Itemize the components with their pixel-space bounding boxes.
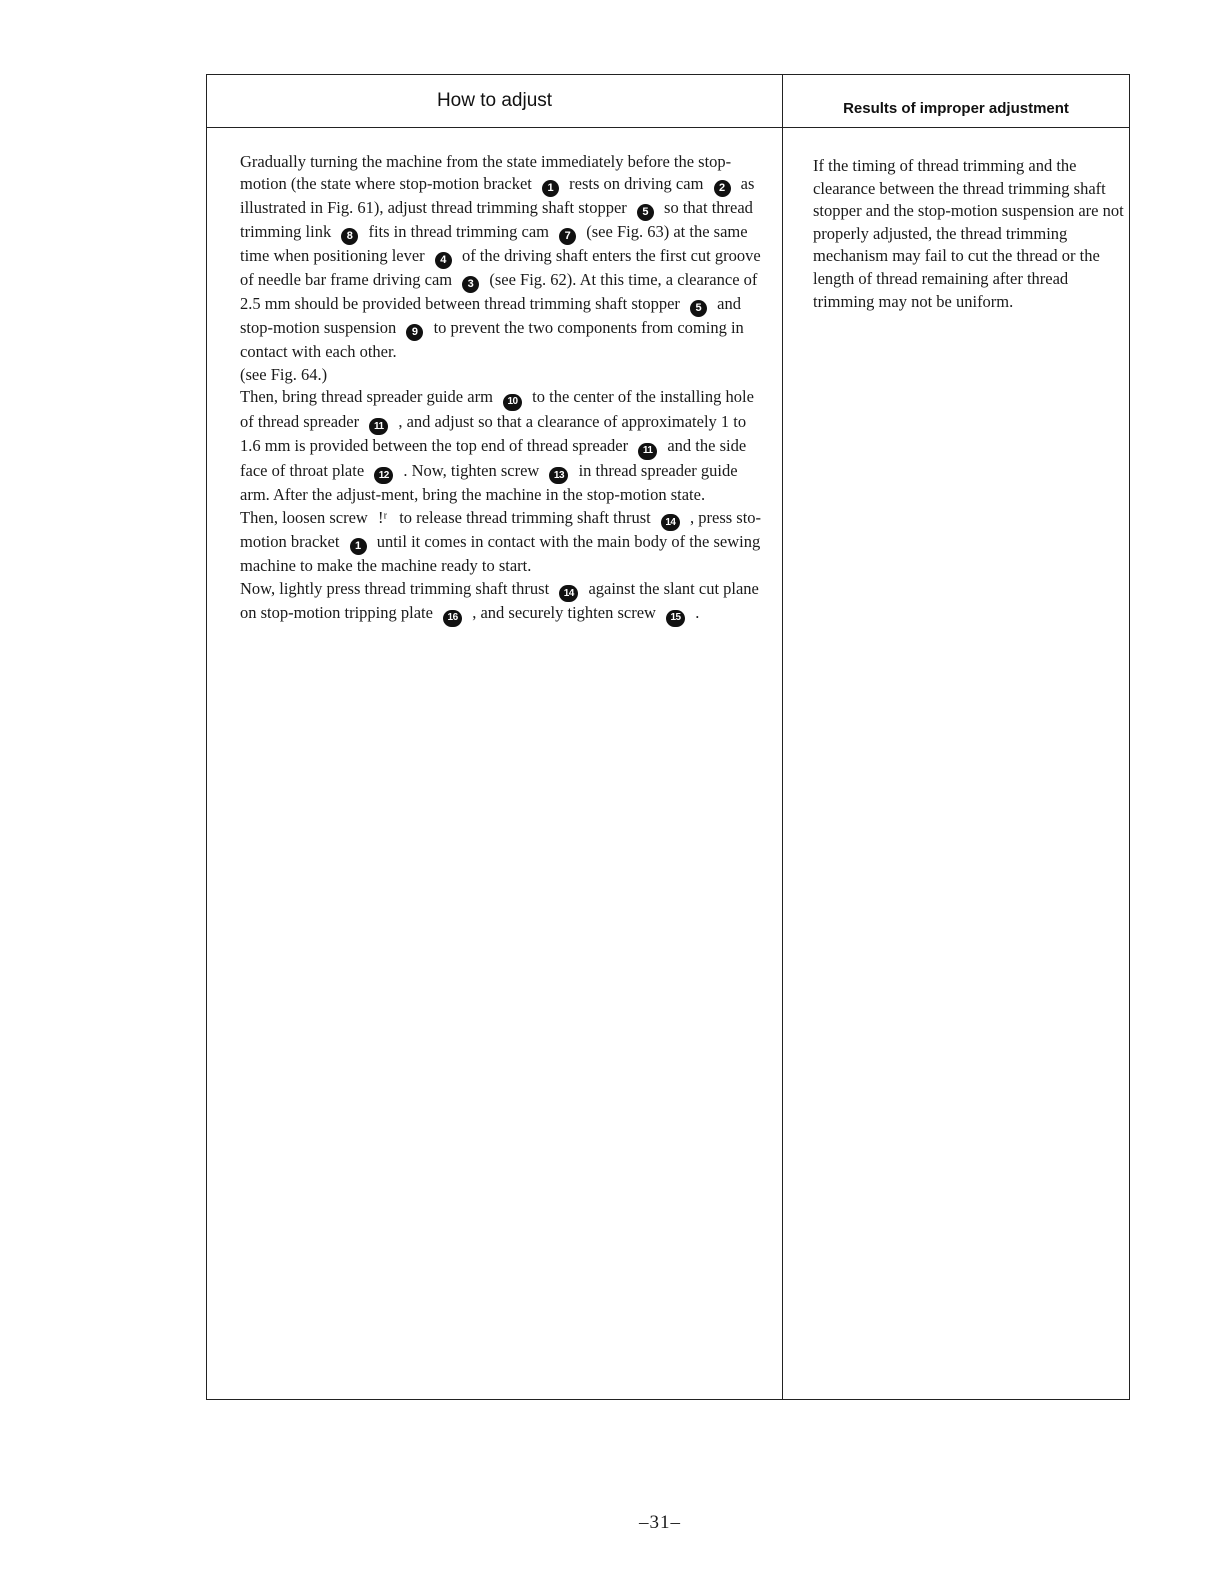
column-divider (782, 75, 783, 1399)
how-to-adjust-text (240, 151, 770, 627)
faded-part-number: !ʳ (377, 507, 388, 527)
results-text (813, 155, 1125, 313)
part-number-badge: 14 (661, 514, 680, 531)
part-number-badge: 11 (369, 418, 388, 435)
paragraph-results: If the timing of thread trimming and the clearance between the thread trimming shaft stopper and the stop-motion suspension are not properly adjusted, the thread trimming mechanism may fail to cut the thread or the length of thread remaining after thread trimming may not be uniform. (813, 156, 1124, 311)
header-divider (207, 127, 1129, 128)
part-number-badge: 5 (637, 204, 654, 221)
part-number-badge: 8 (341, 228, 358, 245)
part-number-badge: 14 (559, 585, 578, 602)
part-number-badge: 1 (542, 180, 559, 197)
adjustment-table (206, 74, 1130, 1400)
part-number-badge: 1 (350, 538, 367, 555)
part-number-badge: 7 (559, 228, 576, 245)
part-number-badge: 10 (503, 394, 522, 411)
paragraph-secure-screw: Now, lightly press thread trimming shaft thrust 14 against the slant cut plane on stop-motion tripping plate 16 , and securely tighten screw 15 . (240, 578, 770, 627)
header-results-improper-adjustment: Results of improper adjustment (843, 99, 1069, 117)
part-number-badge: 2 (714, 180, 731, 197)
part-number-badge: 15 (666, 610, 685, 627)
part-number-badge: 16 (443, 610, 462, 627)
header-how-to-adjust: How to adjust (436, 90, 553, 111)
page-number: –31– (639, 1512, 681, 1533)
paragraph-figure-reference: (see Fig. 64.) (240, 364, 328, 384)
part-number-badge: 9 (406, 324, 423, 341)
paragraph-initial-adjustment: Gradually turning the machine from the state immediately before the stop-motion (the state where stop-motion bracket 1 rests on driving cam 2 as illustrated in Fig. 61), adjust thread trimming shaft stopper 5 so that thread trimming link 8 fits in thread trimming cam 7 (see Fig. 63) at the same time when positioning lever 4 of the driving shaft enters the first cut groove of needle bar frame driving cam 3 (see Fig. 62). At this time, a clearance of 2.5 mm should be provided between thread trimming shaft stopper 5 and stop-motion suspension 9 to prevent the two components from coming in contact with each other. (240, 152, 761, 362)
part-number-badge: 4 (435, 252, 452, 269)
part-number-badge: 3 (462, 276, 479, 293)
paragraph-spreader-adjustment: Then, bring thread spreader guide arm 10 to the center of the installing hole of thread spreader 11 , and adjust so that a clearance of approximately 1 to 1.6 mm is provided between the top end of thread spreader 11 and the side face of throat plate 12 . Now, tighten screw 13 in thread spreader guide arm. After the adjust-ment, bring the machine in the stop-motion state. (240, 387, 754, 505)
part-number-badge: 13 (549, 467, 568, 484)
paragraph-release-thrust: Then, loosen screw !ʳ to release thread trimming shaft thrust 14 , press sto-motion bracket 1 until it comes in contact with the main body of the sewing machine to make the machine ready to start. (240, 507, 762, 576)
part-number-badge: 11 (638, 443, 657, 460)
part-number-badge: 12 (374, 467, 393, 484)
part-number-badge: 5 (690, 300, 707, 317)
